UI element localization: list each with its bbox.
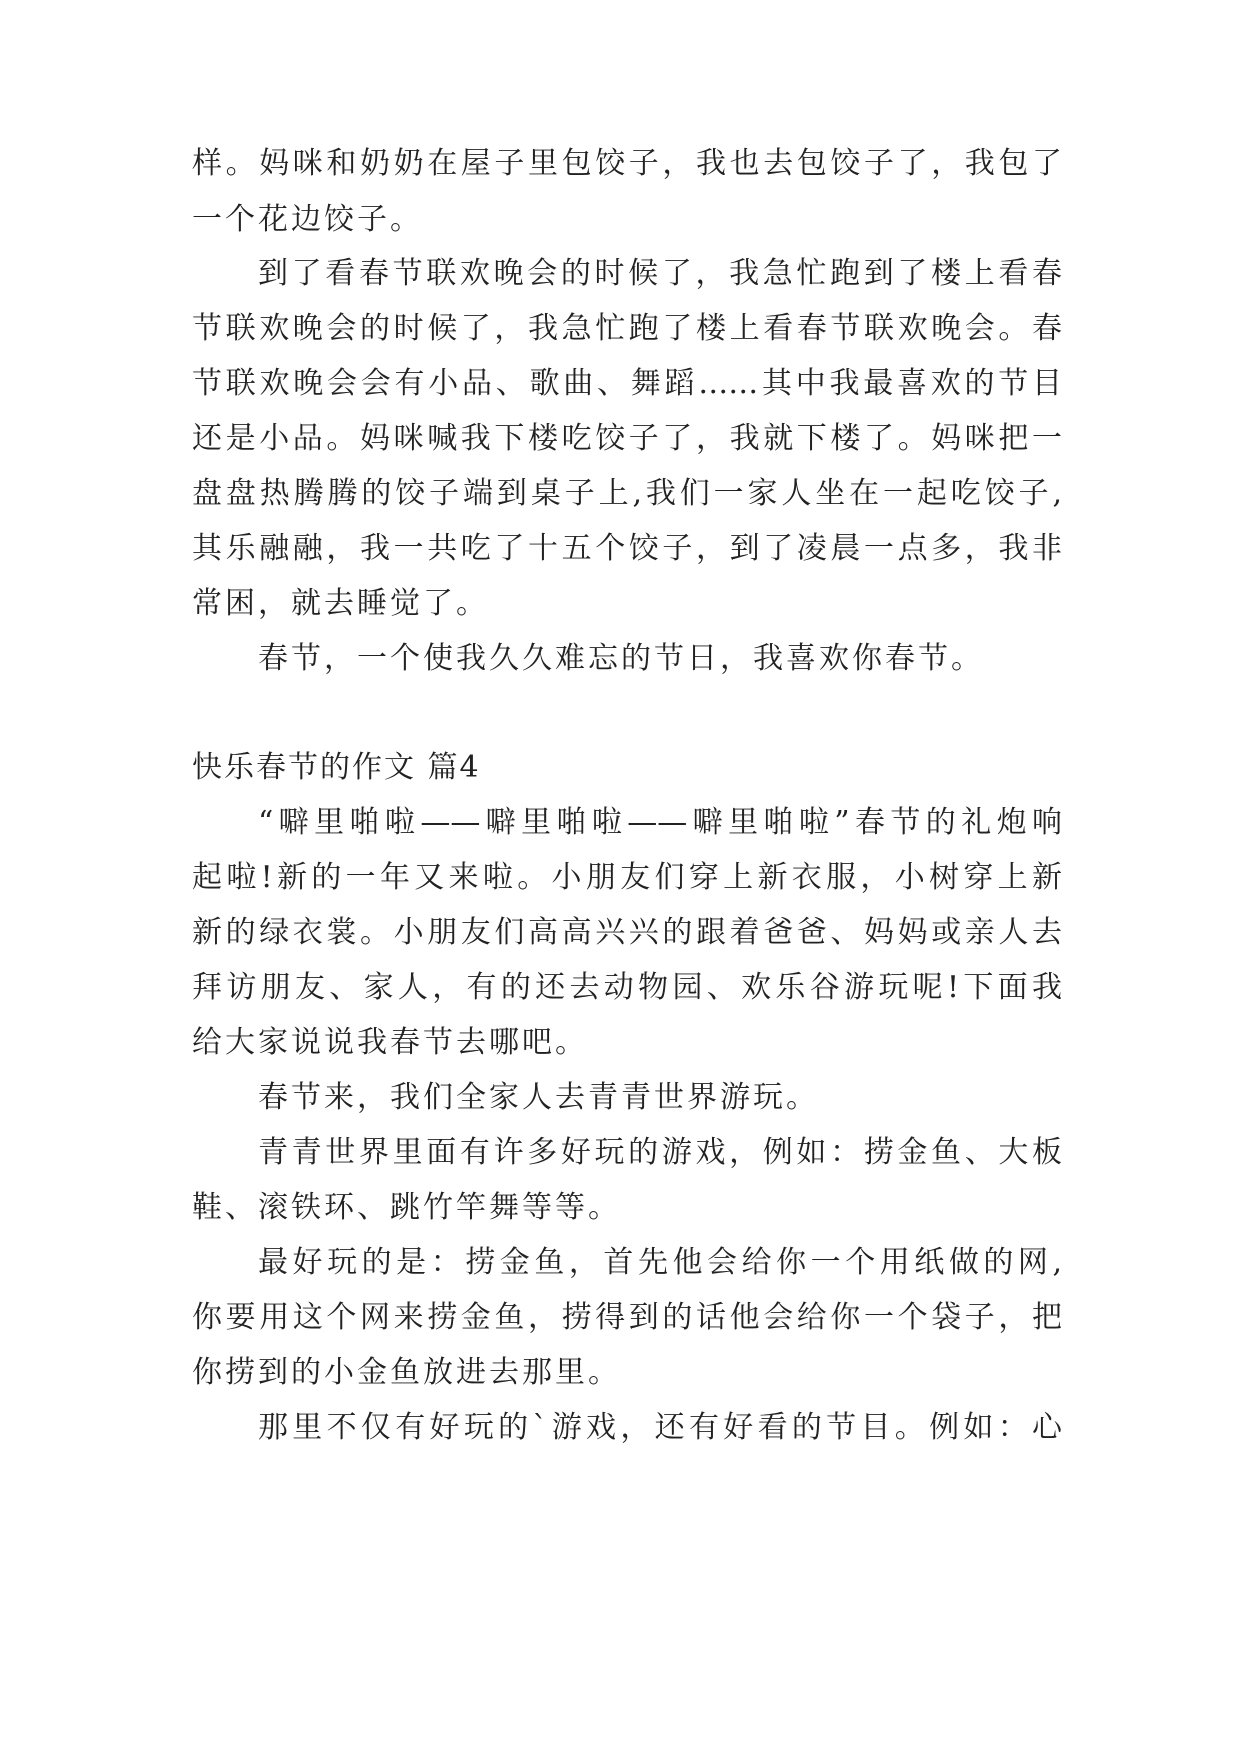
text-line: 新的绿衣裳。小朋友们高高兴兴的跟着爸爸、妈妈或亲人去 [192, 915, 1062, 950]
paragraph-start: 春节来，我们全家人去青青世界游玩。 [258, 1080, 819, 1115]
paragraph-start: “噼里啪啦——噼里啪啦——噼里啪啦”春节的礼炮响 [258, 805, 1062, 840]
text-line: 你捞到的小金鱼放进去那里。 [192, 1355, 621, 1390]
text-line: 节联欢晚会的时候了，我急忙跑了楼上看春节联欢晚会。春 [192, 311, 1062, 346]
paragraph-start: 最好玩的是：捞金鱼，首先他会给你一个用纸做的网, [258, 1245, 1062, 1280]
paragraph-start: 春节，一个使我久久难忘的节日，我喜欢你春节。 [258, 641, 984, 676]
text-line: 起啦!新的一年又来啦。小朋友们穿上新衣服，小树穿上新 [192, 860, 1062, 895]
text-line: 样。妈咪和奶奶在屋子里包饺子，我也去包饺子了，我包了 [192, 146, 1062, 181]
paragraph-start: 那里不仅有好玩的`游戏，还有好看的节目。例如：心 [258, 1410, 1062, 1445]
text-line: 鞋、滚铁环、跳竹竿舞等等。 [192, 1190, 621, 1225]
paragraph-start: 青青世界里面有许多好玩的游戏，例如：捞金鱼、大板 [258, 1135, 1062, 1170]
text-line: 节联欢晚会会有小品、歌曲、舞蹈……其中我最喜欢的节目 [192, 366, 1062, 401]
text-line: 给大家说说我春节去哪吧。 [192, 1025, 588, 1060]
text-line: 其乐融融，我一共吃了十五个饺子，到了凌晨一点多，我非 [192, 531, 1062, 566]
paragraph-start: 到了看春节联欢晚会的时候了，我急忙跑到了楼上看春 [258, 256, 1062, 291]
text-line: 常困，就去睡觉了。 [192, 586, 489, 621]
text-line: 拜访朋友、家人，有的还去动物园、欢乐谷游玩呢!下面我 [192, 970, 1062, 1005]
text-line: 盘盘热腾腾的饺子端到桌子上,我们一家人坐在一起吃饺子, [192, 476, 1062, 511]
text-line: 还是小品。妈咪喊我下楼吃饺子了，我就下楼了。妈咪把一 [192, 421, 1062, 456]
text-line: 你要用这个网来捞金鱼，捞得到的话他会给你一个袋子，把 [192, 1300, 1062, 1335]
section-heading: 快乐春节的作文 篇4 [192, 750, 481, 785]
text-line: 一个花边饺子。 [192, 202, 423, 237]
